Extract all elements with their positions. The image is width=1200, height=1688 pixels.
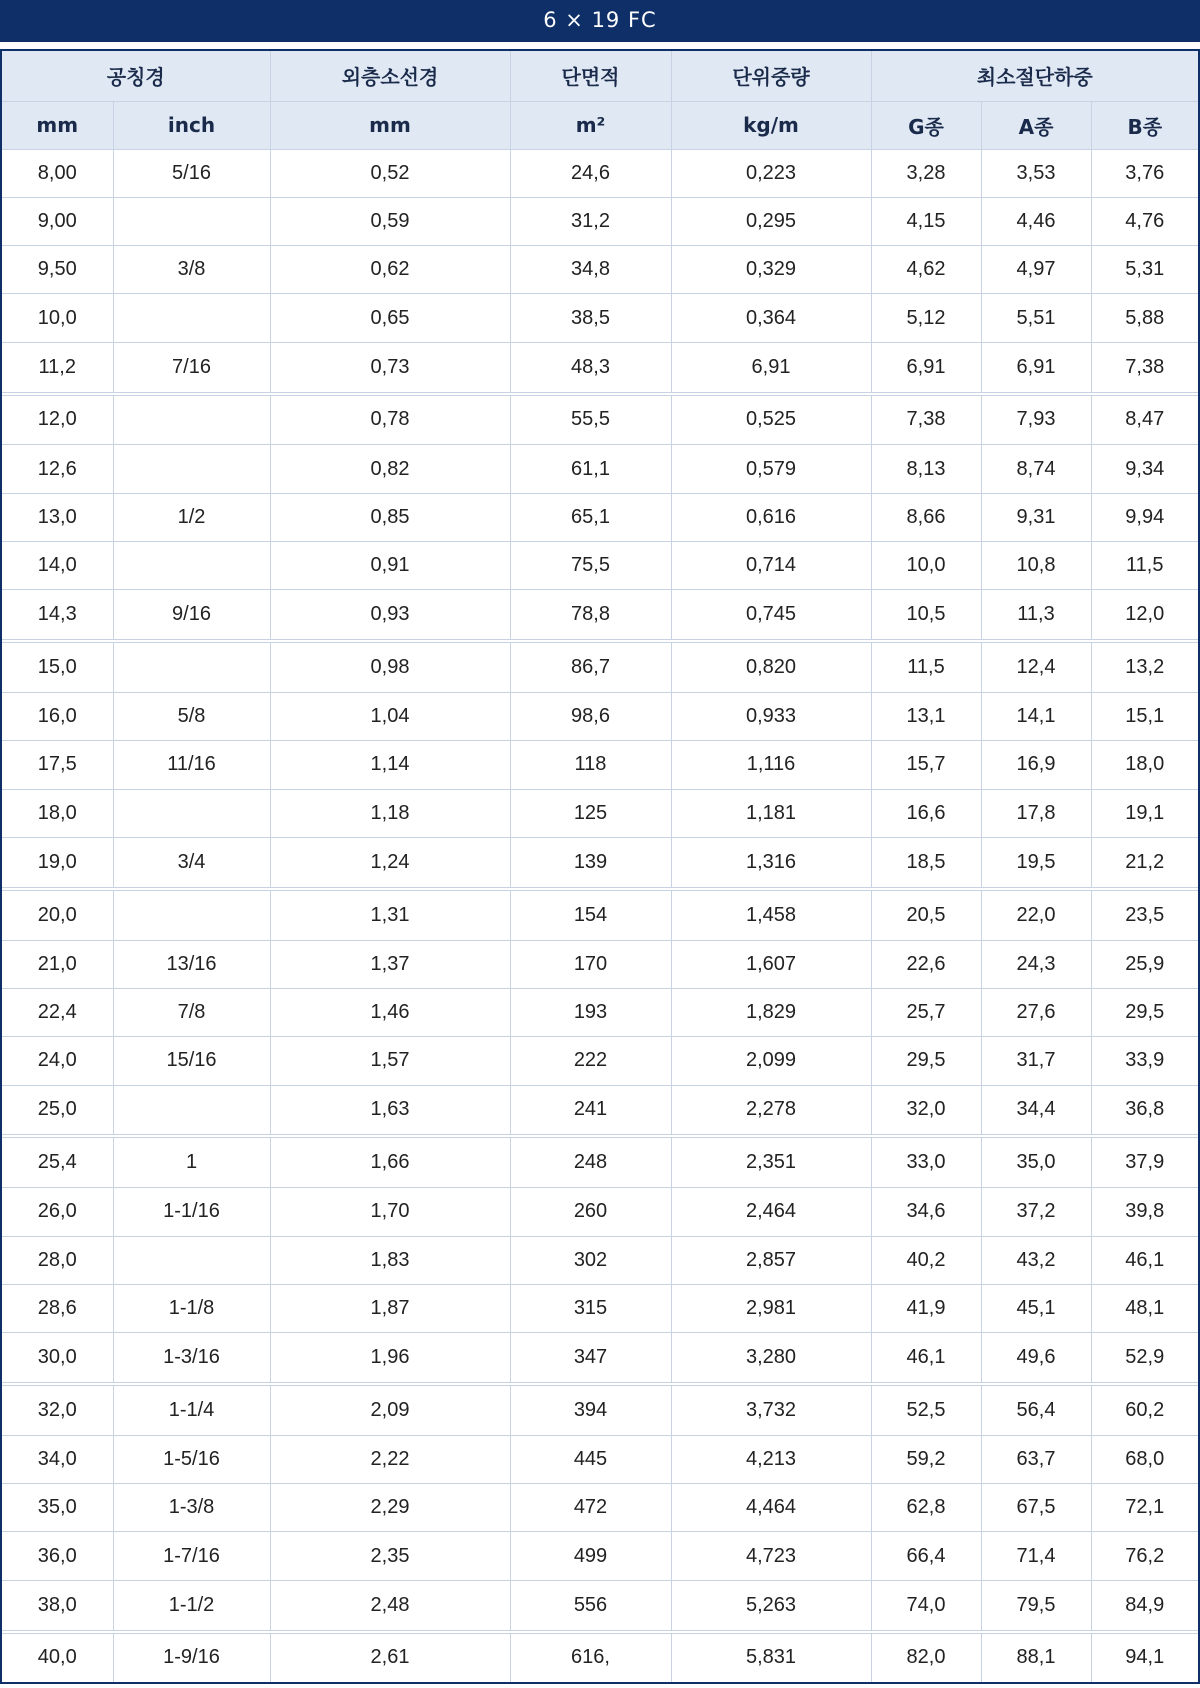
cell-inch <box>113 1236 270 1284</box>
cell-inch: 9/16 <box>113 590 270 641</box>
cell-wire-mm: 1,18 <box>270 789 510 837</box>
cell-weight: 0,714 <box>671 542 871 590</box>
table-row <box>2 445 1198 493</box>
cell-mm: 17,5 <box>2 741 113 789</box>
cell-weight: 0,579 <box>671 445 871 493</box>
cell-weight: 1,116 <box>671 741 871 789</box>
cell-grade-a: 43,2 <box>981 1236 1091 1284</box>
cell-wire-mm: 0,93 <box>270 590 510 641</box>
cell-inch: 5/8 <box>113 693 270 741</box>
cell-grade-a: 35,0 <box>981 1136 1091 1187</box>
cell-grade-a: 19,5 <box>981 837 1091 888</box>
cell-area: 241 <box>510 1085 671 1136</box>
cell-inch: 1-1/8 <box>113 1284 270 1332</box>
cell-weight: 2,278 <box>671 1085 871 1136</box>
cell-area: 445 <box>510 1435 671 1483</box>
cell-grade-g: 11,5 <box>871 641 981 692</box>
cell-grade-a: 12,4 <box>981 641 1091 692</box>
cell-area: 34,8 <box>510 246 671 294</box>
cell-grade-g: 22,6 <box>871 940 981 988</box>
table-row <box>2 988 1198 1036</box>
cell-grade-g: 25,7 <box>871 988 981 1036</box>
cell-area: 556 <box>510 1580 671 1631</box>
cell-grade-g: 5,12 <box>871 294 981 342</box>
table-row <box>2 394 1198 445</box>
cell-mm: 12,6 <box>2 445 113 493</box>
table-row <box>2 789 1198 837</box>
cell-weight: 2,351 <box>671 1136 871 1187</box>
cell-weight: 0,525 <box>671 394 871 445</box>
cell-area: 55,5 <box>510 394 671 445</box>
subheader-grade-b: B종 <box>1091 101 1198 149</box>
cell-mm: 13,0 <box>2 493 113 541</box>
cell-inch: 1-3/8 <box>113 1484 270 1532</box>
cell-grade-b: 15,1 <box>1091 693 1198 741</box>
cell-wire-mm: 1,96 <box>270 1333 510 1384</box>
cell-area: 75,5 <box>510 542 671 590</box>
cell-weight: 2,464 <box>671 1188 871 1236</box>
subheader-grade-g: G종 <box>871 101 981 149</box>
table-row <box>2 1580 1198 1631</box>
cell-grade-a: 3,53 <box>981 149 1091 197</box>
cell-grade-b: 72,1 <box>1091 1484 1198 1532</box>
cell-mm: 36,0 <box>2 1532 113 1580</box>
cell-grade-g: 40,2 <box>871 1236 981 1284</box>
cell-mm: 10,0 <box>2 294 113 342</box>
subheader-mm: mm <box>2 101 113 149</box>
cell-area: 170 <box>510 940 671 988</box>
cell-grade-g: 4,62 <box>871 246 981 294</box>
cell-mm: 12,0 <box>2 394 113 445</box>
table-row <box>2 294 1198 342</box>
cell-wire-mm: 0,85 <box>270 493 510 541</box>
cell-wire-mm: 2,09 <box>270 1384 510 1435</box>
cell-wire-mm: 1,63 <box>270 1085 510 1136</box>
cell-grade-a: 10,8 <box>981 542 1091 590</box>
cell-grade-b: 94,1 <box>1091 1632 1198 1682</box>
cell-weight: 1,458 <box>671 889 871 940</box>
cell-mm: 35,0 <box>2 1484 113 1532</box>
cell-grade-g: 20,5 <box>871 889 981 940</box>
cell-mm: 21,0 <box>2 940 113 988</box>
cell-area: 260 <box>510 1188 671 1236</box>
cell-mm: 28,6 <box>2 1284 113 1332</box>
cell-area: 193 <box>510 988 671 1036</box>
cell-grade-g: 10,0 <box>871 542 981 590</box>
subheader-wire-mm: mm <box>270 101 510 149</box>
cell-grade-g: 7,38 <box>871 394 981 445</box>
cell-wire-mm: 0,73 <box>270 342 510 393</box>
cell-grade-a: 27,6 <box>981 988 1091 1036</box>
cell-inch: 5/16 <box>113 149 270 197</box>
table-row <box>2 1085 1198 1136</box>
cell-grade-b: 37,9 <box>1091 1136 1198 1187</box>
cell-area: 86,7 <box>510 641 671 692</box>
cell-mm: 28,0 <box>2 1236 113 1284</box>
cell-area: 222 <box>510 1037 671 1085</box>
header-group-row <box>2 51 1198 101</box>
cell-wire-mm: 1,31 <box>270 889 510 940</box>
table-title-bar <box>0 0 1200 42</box>
cell-weight: 1,829 <box>671 988 871 1036</box>
cell-wire-mm: 0,59 <box>270 197 510 245</box>
cell-grade-b: 5,88 <box>1091 294 1198 342</box>
cell-grade-g: 8,66 <box>871 493 981 541</box>
cell-grade-a: 49,6 <box>981 1333 1091 1384</box>
cell-grade-a: 79,5 <box>981 1580 1091 1631</box>
table-row <box>2 1037 1198 1085</box>
cell-inch <box>113 641 270 692</box>
cell-wire-mm: 0,52 <box>270 149 510 197</box>
cell-area: 24,6 <box>510 149 671 197</box>
cell-grade-b: 9,34 <box>1091 445 1198 493</box>
table-row <box>2 149 1198 197</box>
cell-grade-g: 13,1 <box>871 693 981 741</box>
cell-wire-mm: 1,46 <box>270 988 510 1036</box>
cell-wire-mm: 2,29 <box>270 1484 510 1532</box>
table-row <box>2 1435 1198 1483</box>
header-cross-section-area: 단면적 <box>510 51 671 101</box>
cell-wire-mm: 0,82 <box>270 445 510 493</box>
cell-wire-mm: 1,70 <box>270 1188 510 1236</box>
cell-grade-b: 21,2 <box>1091 837 1198 888</box>
cell-area: 48,3 <box>510 342 671 393</box>
table-row <box>2 246 1198 294</box>
cell-wire-mm: 2,35 <box>270 1532 510 1580</box>
table-row <box>2 1532 1198 1580</box>
cell-weight: 2,857 <box>671 1236 871 1284</box>
cell-area: 315 <box>510 1284 671 1332</box>
table-row <box>2 1333 1198 1384</box>
cell-weight: 0,745 <box>671 590 871 641</box>
cell-grade-b: 25,9 <box>1091 940 1198 988</box>
table-row <box>2 889 1198 940</box>
header-unit-weight: 단위중량 <box>671 51 871 101</box>
cell-grade-g: 3,28 <box>871 149 981 197</box>
cell-grade-b: 4,76 <box>1091 197 1198 245</box>
cell-wire-mm: 2,48 <box>270 1580 510 1631</box>
cell-weight: 4,723 <box>671 1532 871 1580</box>
cell-area: 347 <box>510 1333 671 1384</box>
table-row <box>2 837 1198 888</box>
cell-mm: 14,0 <box>2 542 113 590</box>
cell-grade-a: 11,3 <box>981 590 1091 641</box>
cell-mm: 15,0 <box>2 641 113 692</box>
cell-area: 154 <box>510 889 671 940</box>
table-body <box>2 149 1198 1682</box>
cell-area: 98,6 <box>510 693 671 741</box>
cell-area: 139 <box>510 837 671 888</box>
header-unit-row <box>2 101 1198 149</box>
cell-grade-a: 17,8 <box>981 789 1091 837</box>
cell-mm: 40,0 <box>2 1632 113 1682</box>
cell-grade-a: 9,31 <box>981 493 1091 541</box>
cell-inch <box>113 394 270 445</box>
table-row <box>2 1632 1198 1682</box>
cell-inch <box>113 294 270 342</box>
table-row <box>2 590 1198 641</box>
cell-inch: 3/8 <box>113 246 270 294</box>
cell-grade-g: 33,0 <box>871 1136 981 1187</box>
table-row <box>2 542 1198 590</box>
cell-grade-g: 29,5 <box>871 1037 981 1085</box>
subheader-weight-unit: kg/m <box>671 101 871 149</box>
cell-weight: 3,280 <box>671 1333 871 1384</box>
cell-inch: 1 <box>113 1136 270 1187</box>
header-min-breaking-load: 최소절단하중 <box>871 51 1198 101</box>
table-row <box>2 1484 1198 1532</box>
cell-weight: 2,099 <box>671 1037 871 1085</box>
cell-inch <box>113 445 270 493</box>
cell-mm: 24,0 <box>2 1037 113 1085</box>
cell-wire-mm: 0,98 <box>270 641 510 692</box>
cell-area: 472 <box>510 1484 671 1532</box>
cell-weight: 4,213 <box>671 1435 871 1483</box>
cell-weight: 0,820 <box>671 641 871 692</box>
cell-wire-mm: 0,78 <box>270 394 510 445</box>
cell-grade-a: 56,4 <box>981 1384 1091 1435</box>
cell-area: 61,1 <box>510 445 671 493</box>
cell-wire-mm: 0,91 <box>270 542 510 590</box>
cell-grade-b: 7,38 <box>1091 342 1198 393</box>
cell-grade-g: 6,91 <box>871 342 981 393</box>
cell-mm: 11,2 <box>2 342 113 393</box>
table-row <box>2 1188 1198 1236</box>
cell-grade-g: 32,0 <box>871 1085 981 1136</box>
cell-grade-g: 15,7 <box>871 741 981 789</box>
cell-grade-b: 3,76 <box>1091 149 1198 197</box>
cell-wire-mm: 1,14 <box>270 741 510 789</box>
cell-inch: 3/4 <box>113 837 270 888</box>
cell-weight: 0,295 <box>671 197 871 245</box>
cell-grade-g: 16,6 <box>871 789 981 837</box>
cell-grade-g: 8,13 <box>871 445 981 493</box>
cell-weight: 5,831 <box>671 1632 871 1682</box>
cell-grade-a: 16,9 <box>981 741 1091 789</box>
cell-grade-b: 18,0 <box>1091 741 1198 789</box>
subheader-area-unit: m² <box>510 101 671 149</box>
cell-area: 38,5 <box>510 294 671 342</box>
cell-grade-g: 66,4 <box>871 1532 981 1580</box>
table-row <box>2 197 1198 245</box>
cell-grade-g: 52,5 <box>871 1384 981 1435</box>
cell-grade-g: 82,0 <box>871 1632 981 1682</box>
cell-weight: 0,616 <box>671 493 871 541</box>
cell-wire-mm: 1,37 <box>270 940 510 988</box>
cell-grade-a: 24,3 <box>981 940 1091 988</box>
cell-area: 302 <box>510 1236 671 1284</box>
cell-weight: 6,91 <box>671 342 871 393</box>
cell-wire-mm: 1,66 <box>270 1136 510 1187</box>
cell-mm: 14,3 <box>2 590 113 641</box>
cell-mm: 32,0 <box>2 1384 113 1435</box>
cell-mm: 9,00 <box>2 197 113 245</box>
cell-inch <box>113 789 270 837</box>
table-row <box>2 493 1198 541</box>
cell-grade-b: 48,1 <box>1091 1284 1198 1332</box>
cell-grade-b: 76,2 <box>1091 1532 1198 1580</box>
cell-weight: 0,223 <box>671 149 871 197</box>
table-row <box>2 1384 1198 1435</box>
cell-grade-a: 4,97 <box>981 246 1091 294</box>
cell-inch: 1/2 <box>113 493 270 541</box>
cell-wire-mm: 0,65 <box>270 294 510 342</box>
cell-wire-mm: 2,61 <box>270 1632 510 1682</box>
cell-mm: 30,0 <box>2 1333 113 1384</box>
header-outer-wire-diameter: 외층소선경 <box>270 51 510 101</box>
cell-grade-a: 37,2 <box>981 1188 1091 1236</box>
cell-wire-mm: 1,83 <box>270 1236 510 1284</box>
cell-grade-g: 18,5 <box>871 837 981 888</box>
cell-grade-b: 13,2 <box>1091 641 1198 692</box>
table-row <box>2 693 1198 741</box>
table-row <box>2 940 1198 988</box>
cell-grade-g: 62,8 <box>871 1484 981 1532</box>
cell-area: 394 <box>510 1384 671 1435</box>
cell-mm: 25,4 <box>2 1136 113 1187</box>
cell-grade-a: 7,93 <box>981 394 1091 445</box>
cell-grade-g: 46,1 <box>871 1333 981 1384</box>
cell-mm: 34,0 <box>2 1435 113 1483</box>
cell-weight: 1,316 <box>671 837 871 888</box>
table-row <box>2 1136 1198 1187</box>
cell-inch: 11/16 <box>113 741 270 789</box>
cell-area: 65,1 <box>510 493 671 541</box>
cell-mm: 19,0 <box>2 837 113 888</box>
cell-wire-mm: 1,57 <box>270 1037 510 1085</box>
cell-mm: 8,00 <box>2 149 113 197</box>
cell-grade-a: 14,1 <box>981 693 1091 741</box>
cell-grade-b: 33,9 <box>1091 1037 1198 1085</box>
table-row <box>2 641 1198 692</box>
cell-grade-a: 34,4 <box>981 1085 1091 1136</box>
cell-area: 31,2 <box>510 197 671 245</box>
cell-inch: 1-1/2 <box>113 1580 270 1631</box>
cell-mm: 16,0 <box>2 693 113 741</box>
cell-inch: 1-9/16 <box>113 1632 270 1682</box>
cell-weight: 1,607 <box>671 940 871 988</box>
cell-grade-b: 23,5 <box>1091 889 1198 940</box>
cell-grade-b: 52,9 <box>1091 1333 1198 1384</box>
cell-mm: 26,0 <box>2 1188 113 1236</box>
cell-grade-g: 59,2 <box>871 1435 981 1483</box>
cell-inch: 7/16 <box>113 342 270 393</box>
cell-grade-a: 8,74 <box>981 445 1091 493</box>
cell-grade-a: 45,1 <box>981 1284 1091 1332</box>
cell-inch: 7/8 <box>113 988 270 1036</box>
cell-inch <box>113 542 270 590</box>
table-title: 6 × 19 FC <box>543 8 657 32</box>
header-nominal-diameter: 공칭경 <box>2 51 270 101</box>
cell-weight: 0,933 <box>671 693 871 741</box>
cell-mm: 22,4 <box>2 988 113 1036</box>
cell-grade-b: 12,0 <box>1091 590 1198 641</box>
cell-mm: 9,50 <box>2 246 113 294</box>
cell-grade-b: 46,1 <box>1091 1236 1198 1284</box>
cell-area: 248 <box>510 1136 671 1187</box>
cell-weight: 3,732 <box>671 1384 871 1435</box>
cell-inch: 1-5/16 <box>113 1435 270 1483</box>
cell-mm: 38,0 <box>2 1580 113 1631</box>
cell-grade-g: 41,9 <box>871 1284 981 1332</box>
cell-grade-a: 71,4 <box>981 1532 1091 1580</box>
cell-area: 78,8 <box>510 590 671 641</box>
table-row <box>2 1236 1198 1284</box>
cell-grade-b: 8,47 <box>1091 394 1198 445</box>
cell-weight: 2,981 <box>671 1284 871 1332</box>
cell-wire-mm: 1,24 <box>270 837 510 888</box>
cell-area: 118 <box>510 741 671 789</box>
cell-grade-g: 74,0 <box>871 1580 981 1631</box>
cell-grade-a: 5,51 <box>981 294 1091 342</box>
subheader-inch: inch <box>113 101 270 149</box>
cell-grade-b: 9,94 <box>1091 493 1198 541</box>
cell-wire-mm: 1,04 <box>270 693 510 741</box>
cell-area: 616, <box>510 1632 671 1682</box>
cell-inch <box>113 197 270 245</box>
cell-grade-a: 63,7 <box>981 1435 1091 1483</box>
cell-weight: 0,329 <box>671 246 871 294</box>
cell-grade-b: 19,1 <box>1091 789 1198 837</box>
cell-grade-b: 68,0 <box>1091 1435 1198 1483</box>
cell-inch: 1-1/16 <box>113 1188 270 1236</box>
cell-grade-a: 67,5 <box>981 1484 1091 1532</box>
cell-weight: 4,464 <box>671 1484 871 1532</box>
cell-inch <box>113 1085 270 1136</box>
cell-grade-a: 31,7 <box>981 1037 1091 1085</box>
cell-grade-g: 10,5 <box>871 590 981 641</box>
cell-mm: 25,0 <box>2 1085 113 1136</box>
cell-grade-g: 4,15 <box>871 197 981 245</box>
cell-inch: 1-7/16 <box>113 1532 270 1580</box>
cell-grade-b: 5,31 <box>1091 246 1198 294</box>
cell-wire-mm: 0,62 <box>270 246 510 294</box>
cell-grade-a: 6,91 <box>981 342 1091 393</box>
table-row <box>2 741 1198 789</box>
cell-inch: 15/16 <box>113 1037 270 1085</box>
cell-grade-b: 84,9 <box>1091 1580 1198 1631</box>
spec-table-container <box>0 49 1200 1684</box>
cell-grade-b: 60,2 <box>1091 1384 1198 1435</box>
cell-inch: 1-3/16 <box>113 1333 270 1384</box>
cell-grade-b: 29,5 <box>1091 988 1198 1036</box>
subheader-grade-a: A종 <box>981 101 1091 149</box>
cell-area: 125 <box>510 789 671 837</box>
table-row <box>2 1284 1198 1332</box>
cell-grade-a: 22,0 <box>981 889 1091 940</box>
cell-grade-a: 88,1 <box>981 1632 1091 1682</box>
cell-mm: 18,0 <box>2 789 113 837</box>
table-row <box>2 342 1198 393</box>
cell-grade-b: 39,8 <box>1091 1188 1198 1236</box>
cell-wire-mm: 1,87 <box>270 1284 510 1332</box>
cell-inch: 1-1/4 <box>113 1384 270 1435</box>
cell-area: 499 <box>510 1532 671 1580</box>
cell-weight: 1,181 <box>671 789 871 837</box>
cell-inch: 13/16 <box>113 940 270 988</box>
cell-weight: 0,364 <box>671 294 871 342</box>
cell-grade-g: 34,6 <box>871 1188 981 1236</box>
cell-inch <box>113 889 270 940</box>
cell-weight: 5,263 <box>671 1580 871 1631</box>
cell-grade-b: 36,8 <box>1091 1085 1198 1136</box>
cell-mm: 20,0 <box>2 889 113 940</box>
wire-rope-spec-table <box>2 51 1198 1682</box>
cell-grade-b: 11,5 <box>1091 542 1198 590</box>
cell-wire-mm: 2,22 <box>270 1435 510 1483</box>
cell-grade-a: 4,46 <box>981 197 1091 245</box>
